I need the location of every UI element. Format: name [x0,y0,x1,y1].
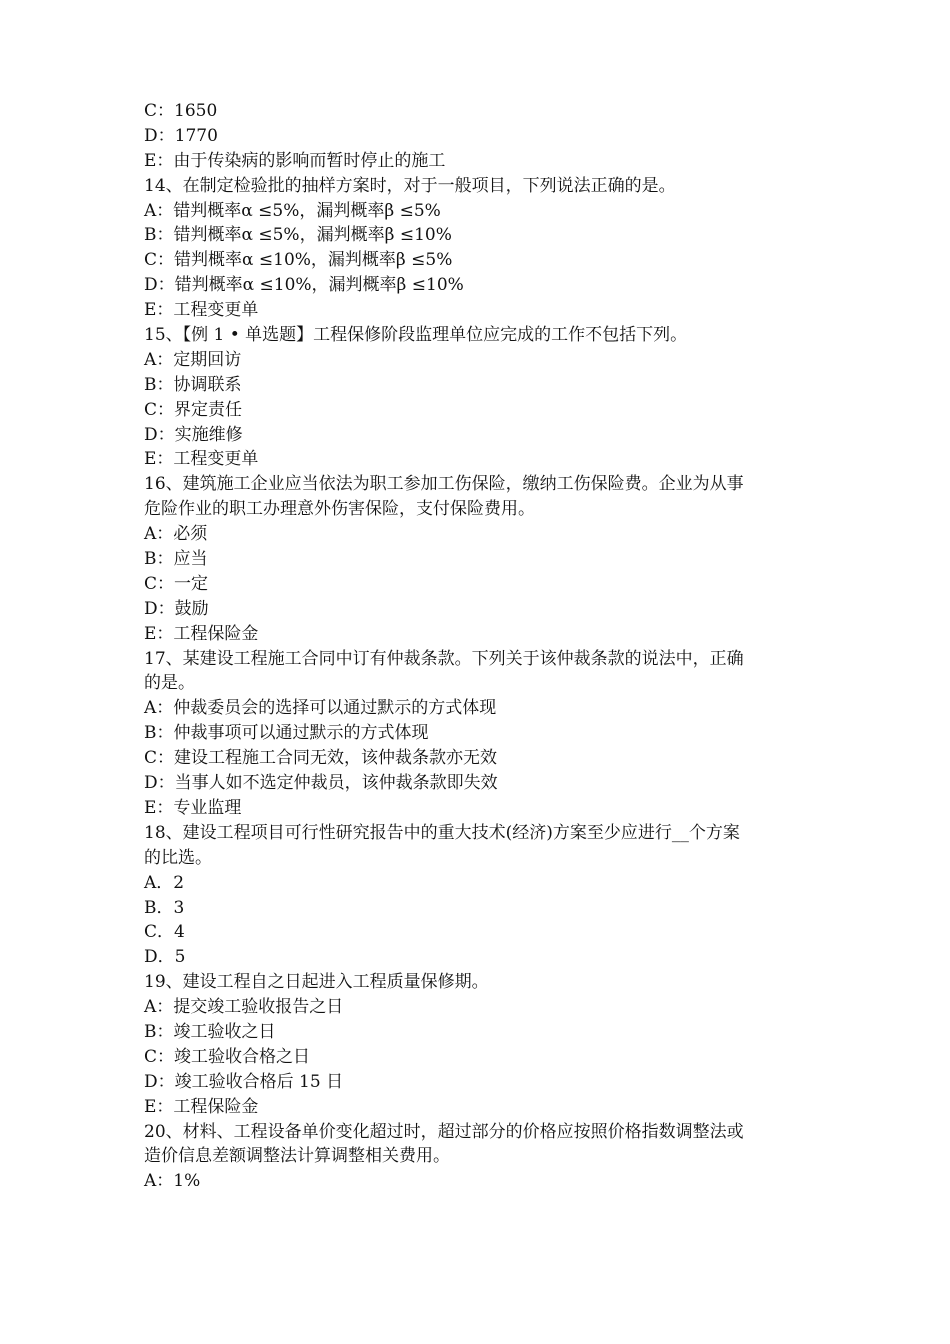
option-a: A：提交竣工验收报告之日 [144,997,344,1018]
option-a: A：必须 [144,524,208,545]
option-c: C：界定责任 [144,399,243,420]
option-b: B：协调联系 [144,374,242,395]
question-20: 20、材料、工程设备单价变化超过时，超过部分的价格应按照价格指数调整法或 [144,1121,744,1142]
option-c: C：竣工验收合格之日 [144,1046,311,1067]
option-a: A：1% [144,1171,201,1192]
option-d: D：鼓励 [144,598,209,619]
question-15: 15、【例 1 • 单选题】工程保修阶段监理单位应完成的工作不包括下列。 [144,325,688,346]
option-b: B：仲裁事项可以通过默示的方式体现 [144,723,429,744]
option-d: D：当事人如不选定仲裁员，该仲裁条款即失效 [144,773,498,794]
question-17-continued: 的是。 [144,673,195,694]
option-c: C：错判概率α ≤10%，漏判概率β ≤5% [144,250,453,271]
question-16-continued: 危险作业的职工办理意外伤害保险，支付保险费用。 [144,499,535,520]
option-e: E：工程保险金 [144,1096,259,1117]
question-17: 17、某建设工程施工合同中订有仲裁条款。下列关于该仲裁条款的说法中，正确 [144,648,744,669]
option-c: C：一定 [144,573,209,594]
option-b: B：应当 [144,549,208,570]
question-14: 14、在制定检验批的抽样方案时，对于一般项目，下列说法正确的是。 [144,175,676,196]
option-d: D：实施维修 [144,424,243,445]
option-a: A：错判概率α ≤5%，漏判概率β ≤5% [144,200,441,221]
question-19: 19、建设工程自之日起进入工程质量保修期。 [144,972,489,993]
option-a: A：定期回访 [144,349,242,370]
option-d: D：竣工验收合格后 15 日 [144,1071,344,1092]
text-line: D：1770 [144,125,218,146]
question-18: 18、建设工程项目可行性研究报告中的重大技术(经济)方案至少应进行__个方案 [144,822,740,843]
question-20-continued: 造价信息差额调整法计算调整相关费用。 [144,1146,450,1167]
question-18-continued: 的比选。 [144,847,212,868]
option-a: A：仲裁委员会的选择可以通过默示的方式体现 [144,698,497,719]
question-16: 16、建筑施工企业应当依法为职工参加工伤保险，缴纳工伤保险费。企业为从事 [144,474,744,495]
option-a: A．2 [144,872,185,893]
option-d: D：错判概率α ≤10%，漏判概率β ≤10% [144,275,464,296]
option-b: B：竣工验收之日 [144,1021,276,1042]
option-d: D．5 [144,947,186,968]
option-e: E：工程变更单 [144,300,259,321]
text-line: C：1650 [144,101,218,121]
option-c: C．4 [144,922,185,943]
option-e: E：工程保险金 [144,623,259,644]
text-line: E：由于传染病的影响而暂时停止的施工 [144,150,446,171]
option-b: B．3 [144,897,185,918]
option-b: B：错判概率α ≤5%，漏判概率β ≤10% [144,225,452,246]
option-c: C：建设工程施工合同无效，该仲裁条款亦无效 [144,748,498,769]
option-e: E：专业监理 [144,797,242,818]
option-e: E：工程变更单 [144,449,259,470]
